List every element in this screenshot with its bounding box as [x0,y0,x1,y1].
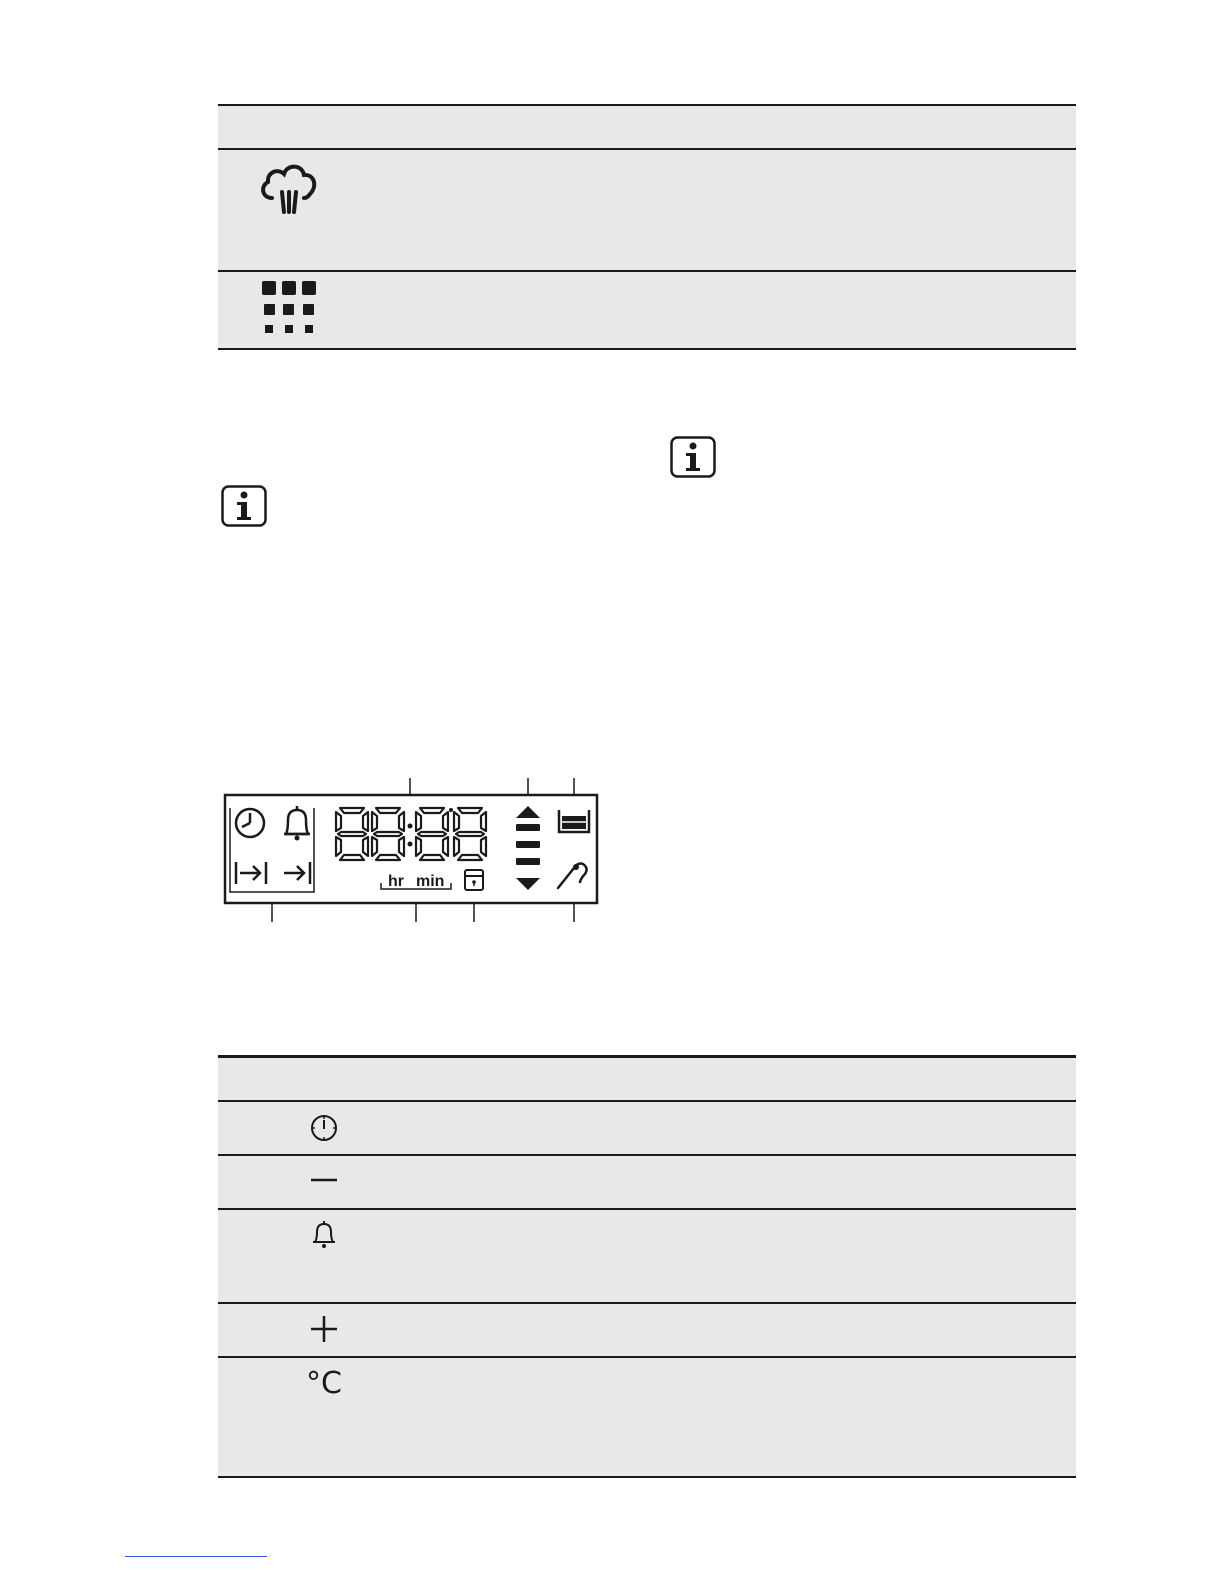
unit-min-label: min [416,873,445,890]
table-row [218,1208,1076,1302]
table-row [218,1100,1076,1154]
display-diagram [200,770,610,930]
symbol-table-2 [218,1055,1076,1478]
table-row [218,148,1076,270]
table-header-row [218,1055,1076,1100]
table-row [218,270,1076,350]
dots-grid-icon [262,280,316,336]
info-icon [221,485,267,527]
table-row [218,1154,1076,1208]
steam-cloud-icon [258,160,320,216]
table-header-row [218,104,1076,148]
table-row [218,1356,1076,1478]
plus-icon [310,1314,338,1344]
symbol-table-1 [218,104,1076,350]
link-underline [125,1556,267,1557]
unit-hr-label: hr [388,873,404,890]
minus-icon [310,1170,338,1190]
table-row [218,1302,1076,1356]
celsius-icon: °C [306,1366,342,1401]
bell-icon [310,1220,338,1250]
clock-face-icon [310,1114,338,1142]
info-icon [670,436,716,478]
